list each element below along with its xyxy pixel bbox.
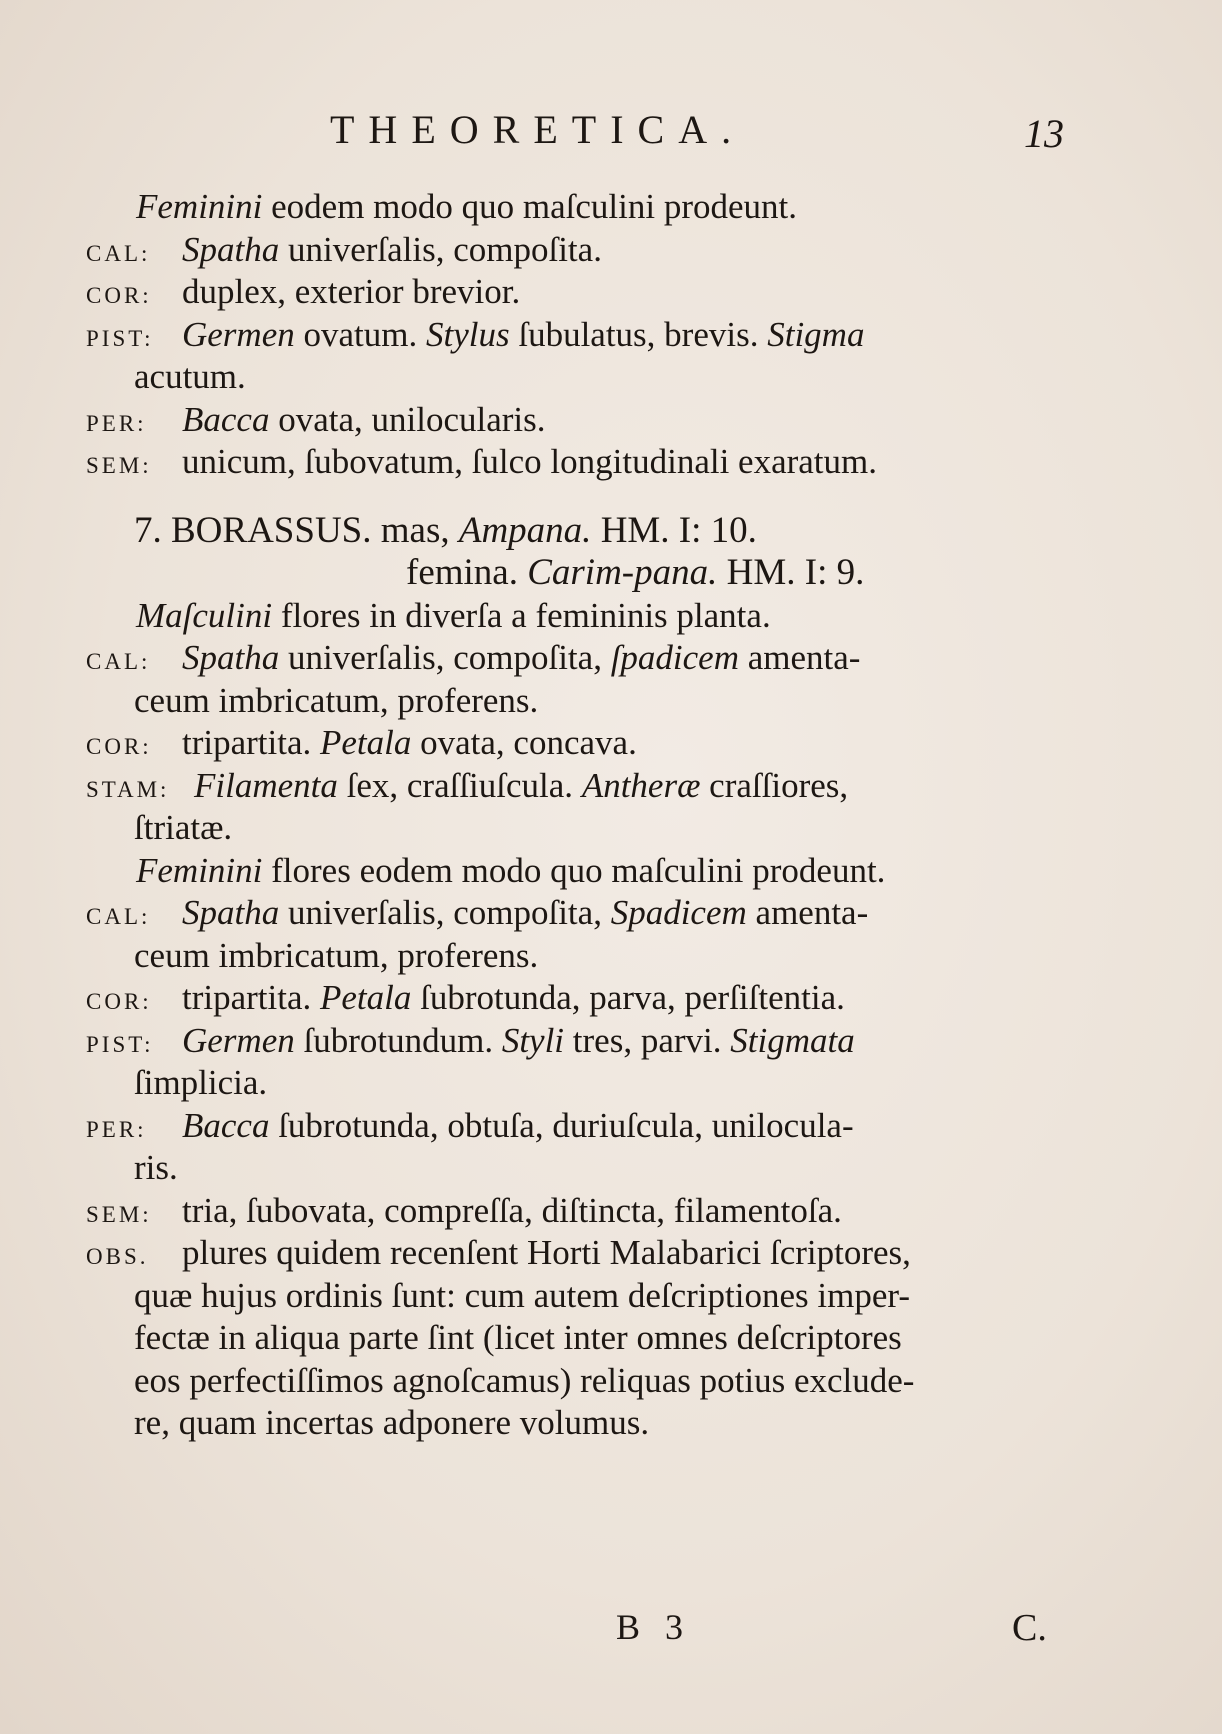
text-line	[86, 399, 1126, 442]
text-line	[86, 977, 1126, 1020]
text-line	[86, 1275, 1126, 1318]
italic-term: Stigmata	[730, 1020, 855, 1060]
italic-term: Maſculini	[136, 595, 273, 635]
page-footer	[0, 1606, 1222, 1656]
italic-term: Germen	[182, 314, 295, 354]
text-run: flores eodem modo quo maſculini prodeunt.	[262, 850, 886, 890]
section-label: SEM:	[86, 453, 152, 478]
catchword: C.	[1012, 1607, 1047, 1649]
text-run: acutum.	[134, 357, 246, 396]
text-run: ſubrotunda, obtuſa, duriuſcula, unilocula-	[269, 1105, 854, 1145]
italic-term: Filamenta	[194, 765, 338, 805]
text-line	[86, 765, 1126, 808]
italic-term: Bacca	[182, 399, 270, 439]
text-run: tripartita.	[182, 978, 321, 1017]
text-run: univerſalis, compoſita,	[279, 893, 611, 932]
text-line	[86, 1105, 1126, 1148]
italic-term: Spadicem	[610, 893, 747, 932]
section-label: COR:	[86, 989, 152, 1014]
italic-term: Carim-pana.	[527, 552, 718, 593]
text-line	[86, 314, 1126, 357]
page-header	[0, 100, 1222, 160]
italic-term: Feminini	[136, 850, 263, 890]
text-line	[86, 1020, 1126, 1063]
text-line	[86, 186, 1126, 229]
section-label: CAL:	[86, 240, 151, 266]
italic-term: Spatha	[182, 229, 280, 269]
text-line	[86, 271, 1126, 314]
text-run: ovatum.	[294, 314, 426, 354]
text-line	[86, 850, 1126, 893]
text-line	[86, 552, 1126, 595]
signature-mark: B 3	[616, 1607, 692, 1647]
text-line	[86, 1147, 1126, 1190]
text-body	[86, 186, 1126, 1445]
italic-term: Spatha	[182, 893, 280, 932]
italic-term: Spatha	[182, 638, 280, 677]
text-line	[86, 807, 1126, 850]
text-run: univerſalis, compoſita,	[279, 638, 611, 677]
italic-term: Petala	[320, 723, 412, 762]
text-run: ris.	[134, 1148, 178, 1187]
text-line	[86, 637, 1126, 680]
text-run: ſex, craſſiuſcula.	[337, 765, 582, 805]
text-line	[86, 935, 1126, 978]
text-line	[86, 892, 1126, 935]
text-run: tria, ſubovata, compreſſa, diſtincta, filamentoſa.	[182, 1190, 842, 1230]
text-run: unicum, ſubovatum, ſulco longitudinali exaratum.	[182, 442, 878, 481]
text-line	[86, 1402, 1126, 1445]
section-label: STAM:	[86, 776, 170, 802]
italic-term: Antheræ	[581, 765, 701, 805]
text-run: ſubrotundum.	[294, 1020, 502, 1060]
italic-term: Bacca	[182, 1105, 270, 1145]
italic-term: Feminini	[136, 187, 263, 226]
italic-term: Ampana.	[458, 509, 592, 551]
text-line	[86, 510, 1126, 553]
italic-term: Stylus	[425, 314, 510, 354]
text-run: ſubrotunda, parva, perſiſtentia.	[411, 978, 845, 1017]
text-run: HM. I: 9.	[717, 552, 865, 593]
text-line	[86, 595, 1126, 638]
italic-term: ſpadicem	[610, 638, 739, 677]
text-run: eodem modo quo maſculini prodeunt.	[262, 187, 797, 226]
italic-term: Stigma	[767, 314, 865, 354]
text-run: craſſiores,	[700, 765, 849, 805]
text-run: ſubulatus, brevis.	[509, 314, 768, 354]
text-line	[86, 680, 1126, 723]
text-run: univerſalis, compoſita.	[279, 229, 602, 269]
text-run: femina.	[406, 552, 528, 593]
text-line	[86, 1317, 1126, 1360]
italic-term: Germen	[182, 1020, 295, 1060]
text-run: ceum imbricatum, proferens.	[134, 935, 539, 975]
text-line	[86, 356, 1126, 399]
section-label: PER:	[86, 410, 147, 436]
text-run: plures quidem recenſent Horti Malabarici ſcriptores,	[182, 1233, 911, 1272]
italic-term: Styli	[501, 1020, 565, 1060]
text-run: ovata, unilocularis.	[269, 399, 546, 439]
section-label: CAL:	[86, 649, 151, 674]
text-run: ovata, concava.	[411, 723, 637, 762]
section-label: PIST:	[86, 325, 154, 351]
text-run: amenta-	[739, 638, 861, 677]
text-run: 7. BORASSUS. mas,	[134, 509, 459, 551]
text-line	[86, 1062, 1126, 1105]
text-line	[86, 1232, 1126, 1275]
italic-term: Petala	[320, 978, 412, 1017]
section-label: PER:	[86, 1116, 147, 1142]
text-run: tripartita.	[182, 723, 321, 762]
text-line	[86, 229, 1126, 272]
section-label: COR:	[86, 734, 152, 759]
text-run: duplex, exterior brevior.	[182, 272, 521, 311]
section-label: SEM:	[86, 1201, 152, 1227]
text-run: ceum imbricatum, proferens.	[134, 680, 539, 720]
text-line	[86, 1360, 1126, 1403]
text-run: amenta-	[746, 893, 869, 932]
text-run: fectæ in aliqua parte ſint (licet inter omnes deſcriptores	[134, 1318, 902, 1357]
text-run: quæ hujus ordinis ſunt: cum autem deſcriptiones imper-	[134, 1275, 910, 1315]
section-gap	[86, 484, 1126, 510]
section-label: COR:	[86, 283, 152, 308]
text-run: re, quam incertas adponere volumus.	[134, 1403, 650, 1442]
page-number: 13	[1024, 111, 1064, 156]
text-run: tres, parvi.	[564, 1020, 731, 1060]
running-title: THEORETICA.	[330, 107, 746, 152]
text-line	[86, 722, 1126, 765]
text-run: flores in diverſa a femininis planta.	[272, 595, 771, 635]
section-label: PIST:	[86, 1031, 154, 1057]
text-run: ſtriatæ.	[134, 808, 233, 847]
text-line	[86, 1190, 1126, 1233]
text-run: eos perfectiſſimos agnoſcamus) reliquas potius exclude-	[134, 1360, 915, 1400]
text-run: HM. I: 10.	[591, 509, 757, 551]
text-line	[86, 441, 1126, 484]
section-label: CAL:	[86, 904, 151, 929]
section-label: OBS.	[86, 1244, 149, 1269]
text-run: ſimplicia.	[134, 1063, 268, 1102]
